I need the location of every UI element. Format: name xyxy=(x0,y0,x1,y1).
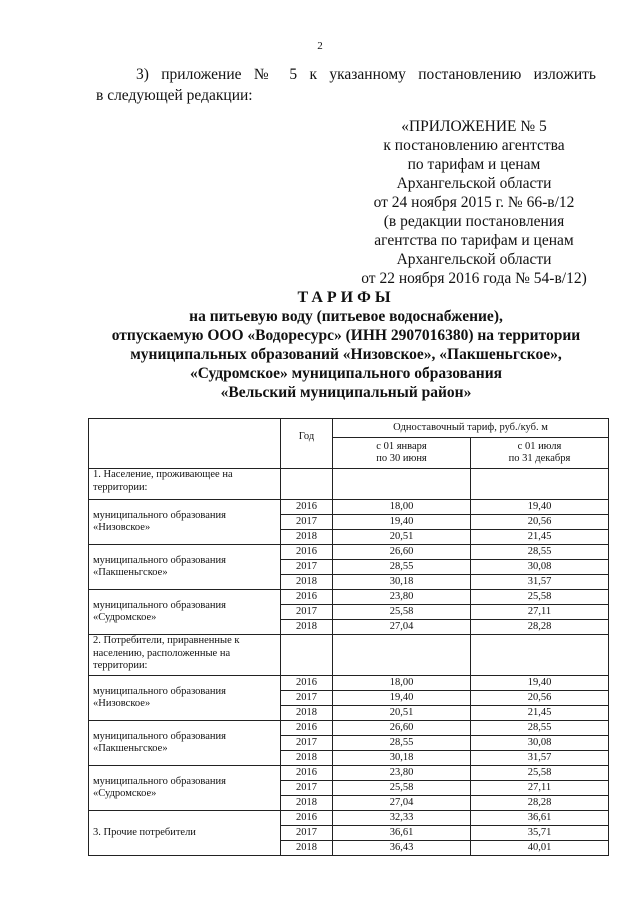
tariff-period-1-cell: 23,80 xyxy=(333,590,471,605)
appendix-line: Архангельской области xyxy=(396,175,552,192)
tariff-period-1-cell: 28,55 xyxy=(333,736,471,751)
year-cell: 2018 xyxy=(281,620,333,635)
table-row xyxy=(89,721,609,736)
section-title: 2. Потребители, приравненные к населению, расположенные на территории: xyxy=(89,635,281,676)
year-cell: 2018 xyxy=(281,841,333,856)
year-cell: 2016 xyxy=(281,811,333,826)
tariff-period-1-cell: 23,80 xyxy=(333,766,471,781)
tariff-period-2-cell: 31,57 xyxy=(471,751,609,766)
year-cell: 2017 xyxy=(281,560,333,575)
tariff-period-2-cell: 28,55 xyxy=(471,545,609,560)
year-cell: 2018 xyxy=(281,751,333,766)
tariff-period-1-cell: 18,00 xyxy=(333,676,471,691)
header-period-2-line-1: с 01 июля xyxy=(517,440,562,452)
header-period-1 xyxy=(333,438,471,469)
page-number: 2 xyxy=(317,40,323,52)
document-title xyxy=(96,288,596,402)
section-title: 1. Население, проживающее на территории: xyxy=(89,469,281,500)
tariff-period-1-cell: 20,51 xyxy=(333,530,471,545)
tariff-period-2-cell: 25,58 xyxy=(471,766,609,781)
appendix-line: от 24 ноября 2015 г. № 66-в/12 xyxy=(373,194,575,211)
title-line: «Судромское» муниципального образования xyxy=(189,365,503,382)
tariff-period-1-cell: 30,18 xyxy=(333,751,471,766)
year-cell: 2017 xyxy=(281,736,333,751)
table-row xyxy=(89,811,609,826)
table-row xyxy=(89,590,609,605)
table-row xyxy=(89,766,609,781)
empty-cell xyxy=(471,469,609,500)
tariff-period-1-cell: 26,60 xyxy=(333,545,471,560)
header-period-2-line-2: по 31 декабря xyxy=(508,453,571,464)
appendix-line: «ПРИЛОЖЕНИЕ № 5 xyxy=(401,118,547,135)
row-label: муниципального образования «Судромское» xyxy=(89,766,281,811)
header-tariff: Одноставочный тариф, руб./куб. м xyxy=(333,419,609,438)
tariff-period-1-cell: 27,04 xyxy=(333,796,471,811)
tariff-period-2-cell: 27,11 xyxy=(471,781,609,796)
tariff-period-1-cell: 36,61 xyxy=(333,826,471,841)
table-row xyxy=(89,500,609,515)
tariff-period-1-cell: 26,60 xyxy=(333,721,471,736)
row-label: муниципального образования «Низовское» xyxy=(89,500,281,545)
tariff-period-1-cell: 18,00 xyxy=(333,500,471,515)
appendix-line: от 22 ноября 2016 года № 54-в/12) xyxy=(361,270,587,287)
intro-line-1: 3) приложение № 5 к указанному постановлению изложить xyxy=(136,66,596,83)
row-label: 3. Прочие потребители xyxy=(89,811,281,856)
title-line: отпускаемую ООО «Водоресурс» (ИНН 2907016380) на территории xyxy=(111,327,581,344)
tariff-period-2-cell: 35,71 xyxy=(471,826,609,841)
year-cell: 2016 xyxy=(281,676,333,691)
tariff-period-1-cell: 19,40 xyxy=(333,515,471,530)
header-year: Год xyxy=(281,419,333,469)
year-cell: 2018 xyxy=(281,796,333,811)
year-cell: 2018 xyxy=(281,706,333,721)
tariff-period-2-cell: 20,56 xyxy=(471,691,609,706)
year-cell: 2017 xyxy=(281,691,333,706)
title-line: «Вельский муниципальный район» xyxy=(220,384,472,401)
tariff-period-2-cell: 25,58 xyxy=(471,590,609,605)
row-label: муниципального образования «Низовское» xyxy=(89,676,281,721)
tariff-period-2-cell: 20,56 xyxy=(471,515,609,530)
year-cell: 2017 xyxy=(281,826,333,841)
year-cell: 2016 xyxy=(281,766,333,781)
table-row xyxy=(89,676,609,691)
year-cell: 2018 xyxy=(281,575,333,590)
tariff-period-2-cell: 30,08 xyxy=(471,736,609,751)
intro-line-2: в следующей редакции: xyxy=(96,87,253,104)
tariff-period-1-cell: 32,33 xyxy=(333,811,471,826)
tariff-period-1-cell: 20,51 xyxy=(333,706,471,721)
tariff-period-2-cell: 40,01 xyxy=(471,841,609,856)
title-word: ТАРИФЫ xyxy=(297,289,395,306)
tariff-period-2-cell: 28,28 xyxy=(471,620,609,635)
header-period-2 xyxy=(471,438,609,469)
row-label: муниципального образования «Пакшеньгское» xyxy=(89,721,281,766)
tariff-period-1-cell: 25,58 xyxy=(333,781,471,796)
tariff-period-2-cell: 36,61 xyxy=(471,811,609,826)
year-cell: 2016 xyxy=(281,721,333,736)
appendix-line: Архангельской области xyxy=(396,251,552,268)
tariff-period-2-cell: 21,45 xyxy=(471,706,609,721)
empty-cell xyxy=(333,469,471,500)
tariff-period-2-cell: 21,45 xyxy=(471,530,609,545)
tariff-period-1-cell: 27,04 xyxy=(333,620,471,635)
tariff-period-2-cell: 30,08 xyxy=(471,560,609,575)
header-period-1-line-1: с 01 января xyxy=(376,440,427,452)
year-cell: 2017 xyxy=(281,781,333,796)
appendix-header xyxy=(352,117,596,288)
title-line: на питьевую воду (питьевое водоснабжение), xyxy=(189,308,503,325)
empty-cell xyxy=(281,469,333,500)
tariff-period-1-cell: 19,40 xyxy=(333,691,471,706)
year-cell: 2016 xyxy=(281,545,333,560)
tariff-period-2-cell: 31,57 xyxy=(471,575,609,590)
year-cell: 2017 xyxy=(281,605,333,620)
title-line: муниципальных образований «Низовское», «Пакшеньгское», xyxy=(130,346,562,363)
appendix-line: к постановлению агентства xyxy=(383,137,565,154)
tariff-period-1-cell: 28,55 xyxy=(333,560,471,575)
tariff-period-1-cell: 30,18 xyxy=(333,575,471,590)
year-cell: 2018 xyxy=(281,530,333,545)
header-period-1-line-2: по 30 июня xyxy=(376,453,427,464)
empty-cell xyxy=(471,635,609,676)
tariff-period-2-cell: 27,11 xyxy=(471,605,609,620)
appendix-line: (в редакции постановления xyxy=(383,213,565,230)
tariff-period-2-cell: 19,40 xyxy=(471,500,609,515)
appendix-line: по тарифам и ценам xyxy=(407,156,541,173)
header-empty-cell xyxy=(89,419,281,469)
tariff-period-2-cell: 28,55 xyxy=(471,721,609,736)
year-cell: 2016 xyxy=(281,590,333,605)
table-row xyxy=(89,545,609,560)
tariff-period-1-cell: 36,43 xyxy=(333,841,471,856)
empty-cell xyxy=(281,635,333,676)
row-label: муниципального образования «Пакшеньгское» xyxy=(89,545,281,590)
tariff-period-2-cell: 19,40 xyxy=(471,676,609,691)
empty-cell xyxy=(333,635,471,676)
section-row xyxy=(89,469,609,500)
row-label: муниципального образования «Судромское» xyxy=(89,590,281,635)
year-cell: 2016 xyxy=(281,500,333,515)
year-cell: 2017 xyxy=(281,515,333,530)
tariff-period-1-cell: 25,58 xyxy=(333,605,471,620)
tariff-period-2-cell: 28,28 xyxy=(471,796,609,811)
section-row xyxy=(89,635,609,676)
appendix-line: агентства по тарифам и ценам xyxy=(374,232,574,249)
table-header-row xyxy=(89,419,609,438)
tariff-table xyxy=(88,418,609,856)
